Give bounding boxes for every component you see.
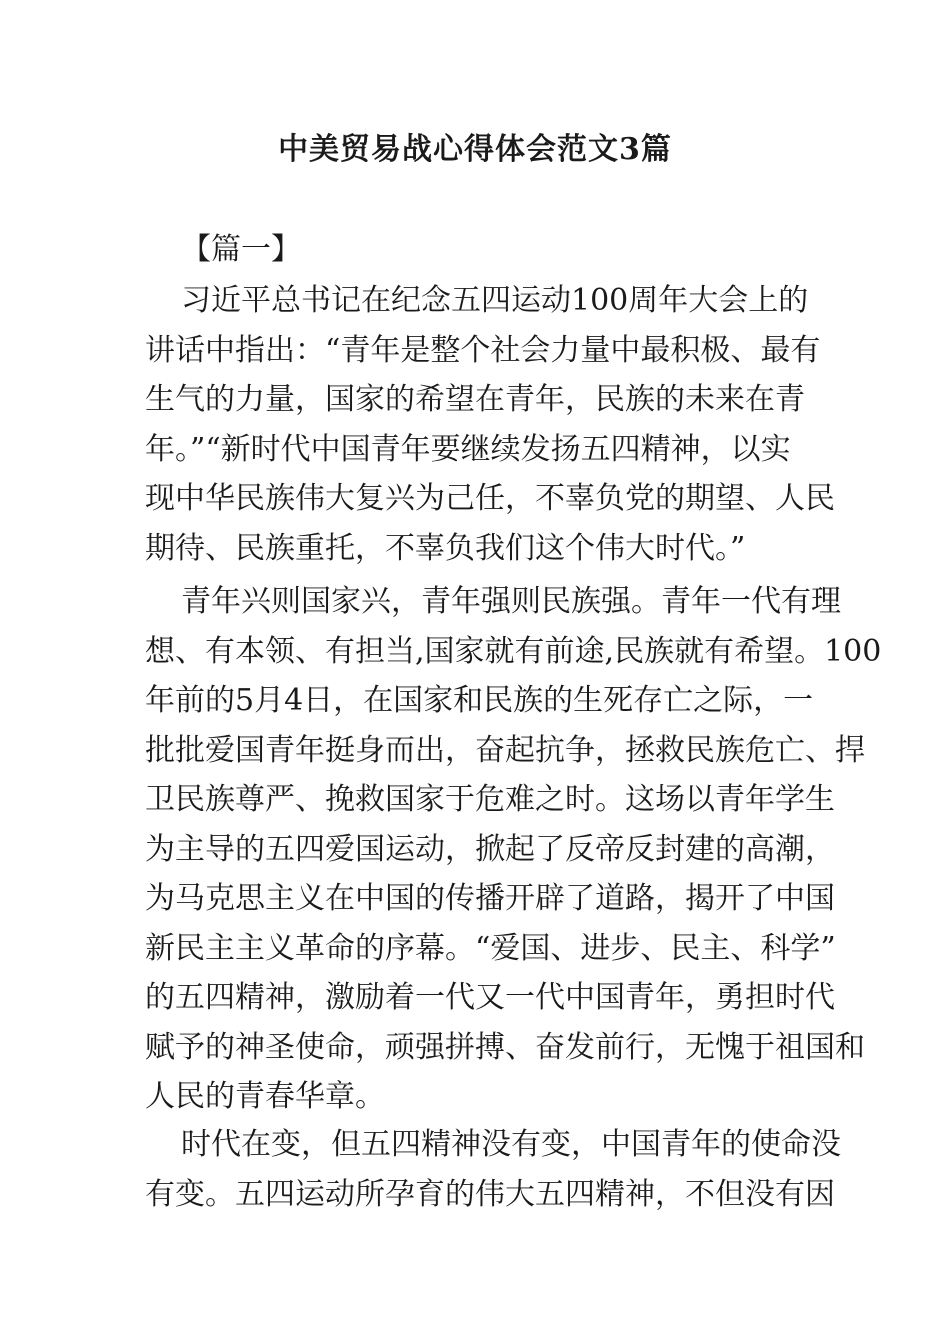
paragraph-line: 年。”“新时代中国青年要继续发扬五四精神，以实	[145, 431, 791, 467]
paragraph-line: 生气的力量，国家的希望在青年，民族的未来在青	[145, 382, 805, 417]
paragraph-line: 批批爱国青年挺身而出，奋起抗争，拯救民族危亡、捍	[145, 732, 865, 768]
paragraph-line: 讲话中指出：“青年是整个社会力量中最积极、最有	[145, 332, 821, 368]
paragraph-line: 现中华民族伟大复兴为己任，不辜负党的期望、人民	[145, 481, 835, 516]
paragraph-line: 为马克思主义在中国的传播开辟了道路，揭开了中国	[145, 881, 835, 916]
paragraph-3	[145, 1120, 841, 1219]
paragraph-line: 人民的青春华章。	[145, 1079, 385, 1114]
paragraph-line: 有变。五四运动所孕育的伟大五四精神，不但没有因	[145, 1176, 835, 1212]
paragraph-line: 为主导的五四爱国运动，掀起了反帝反封建的高潮，	[145, 831, 835, 867]
paragraph-line: 卫民族尊严、挽救国家于危难之时。这场以青年学生	[145, 782, 835, 817]
paragraph-line: 期待、民族重托，不辜负我们这个伟大时代。”	[145, 530, 746, 566]
paragraph-line: 新民主主义革命的序幕。“爱国、进步、民主、科学”	[145, 930, 836, 966]
paragraph-1	[145, 276, 835, 573]
paragraph-line: 年前的5月4日，在国家和民族的生死存亡之际，一	[145, 683, 814, 718]
paragraph-line: 赋予的神圣使命，顽强拼搏、奋发前行，无愧于祖国和	[145, 1029, 865, 1065]
paragraph-line: 的五四精神，激励着一代又一代中国青年，勇担时代	[145, 980, 835, 1015]
paragraph-line: 时代在变，但五四精神没有变，中国青年的使命没	[181, 1127, 841, 1162]
section-label: 【篇一】	[181, 232, 301, 267]
paragraph-2	[145, 577, 882, 1122]
document-title: 中美贸易战心得体会范文3篇	[278, 132, 672, 167]
paragraph-line: 青年兴则国家兴，青年强则民族强。青年一代有理	[181, 584, 841, 619]
paragraph-line: 想、有本领、有担当,国家就有前途,民族就有希望。100	[145, 633, 882, 669]
paragraph-line: 习近平总书记在纪念五四运动100周年大会上的	[181, 283, 809, 318]
